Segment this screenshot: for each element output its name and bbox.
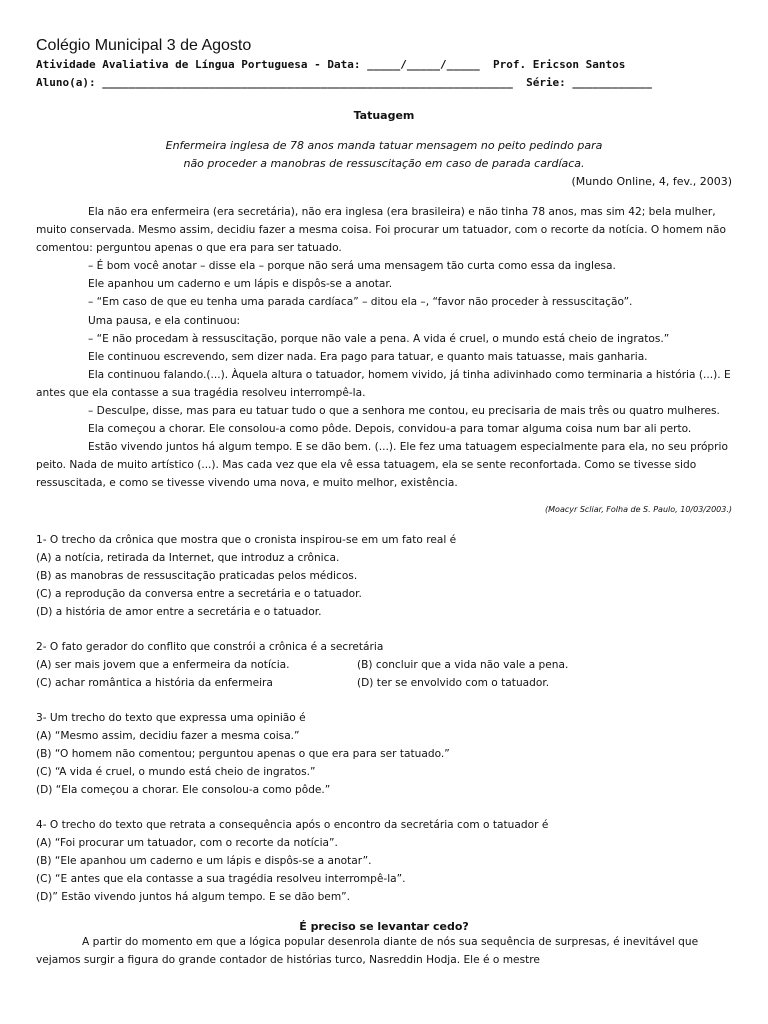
- question-stem: 4- O trecho do texto que retrata a consequência após o encontro da secretária com o tatuador é: [36, 818, 549, 831]
- options-row: [36, 674, 732, 692]
- question-1: [36, 531, 732, 621]
- option-a: (A) ser mais jovem que a enfermeira da notícia.: [36, 658, 290, 671]
- exam-header-line: Atividade Avaliativa de Língua Portuguesa - Data: _____/_____/_____ Prof. Ericson Santos: [36, 58, 626, 71]
- option-b: (B) “Ele apanhou um caderno e um lápis e dispôs-se a anotar”.: [36, 854, 372, 867]
- option-d: (D) “Ela começou a chorar. Ele consolou-a como pôde.”: [36, 783, 331, 796]
- option-c: (C) a reprodução da conversa entre a secretária e o tatuador.: [36, 587, 362, 600]
- epigraph-source: (Mundo Online, 4, fev., 2003): [571, 175, 732, 188]
- question-stem: 3- Um trecho do texto que expressa uma opinião é: [36, 711, 306, 724]
- paragraph: Ele continuou escrevendo, sem dizer nada. Era pago para tatuar, e quanto mais tatuasse, mais ganharia.: [88, 350, 648, 363]
- paragraph: Estão vivendo juntos há algum tempo. E se dão bem. (...). Ele fez uma tatuagem especialmente para ela, no seu próprio peito. Nada de muito artístico (...). Mas cada vez que ela vê essa tatuagem, ela se sente reconfortada. Como se tivesse sido ressuscitada, e como se tivesse vivendo uma nova, e muito melhor, existência.: [36, 441, 728, 490]
- school-name: Colégio Municipal 3 de Agosto: [36, 37, 252, 54]
- paragraph: – Desculpe, disse, mas para eu tatuar tudo o que a senhora me contou, eu precisaria de mais três ou quatro mulheres.: [88, 405, 720, 418]
- option-d: (D) a história de amor entre a secretária e o tatuador.: [36, 605, 322, 618]
- question-stem: 2- O fato gerador do conflito que constrói a crônica é a secretária: [36, 640, 384, 653]
- question-4: [36, 816, 732, 906]
- paragraph: Uma pausa, e ela continuou:: [88, 314, 241, 327]
- paragraph: – “Em caso de que eu tenha uma parada cardíaca” – ditou ela –, “favor não proceder à ressuscitação”.: [88, 296, 633, 309]
- option-d: (D) ter se envolvido com o tatuador.: [357, 676, 550, 689]
- paragraph: – É bom você anotar – disse ela – porque não será uma mensagem tão curta como essa da inglesa.: [88, 260, 616, 273]
- question-3: [36, 709, 732, 799]
- option-c: (C) achar romântica a história da enfermeira: [36, 676, 273, 689]
- question-stem: 1- O trecho da crônica que mostra que o cronista inspirou-se em um fato real é: [36, 533, 457, 546]
- student-name-line: Aluno(a): ______________________________________________________________ Série: ____________: [36, 76, 652, 89]
- author-credit: (Moacyr Scliar, Folha de S. Paulo, 10/03/2003.): [545, 504, 732, 514]
- chronicle-text: [36, 203, 732, 493]
- question-2: [36, 638, 732, 692]
- option-c: (C) “A vida é cruel, o mundo está cheio de ingratos.”: [36, 765, 316, 778]
- paragraph: Ele apanhou um caderno e um lápis e dispôs-se a anotar.: [88, 278, 393, 291]
- epigraph-line-1: Enfermeira inglesa de 78 anos manda tatuar mensagem no peito pedindo para: [165, 139, 603, 152]
- paragraph: Ela continuou falando.(...). Àquela altura o tatuador, homem vivido, já tinha adivinhado como terminaria a história (...). E antes que ela contasse a sua tragédia resolveu interrompê-la.: [36, 368, 731, 399]
- option-b: (B) as manobras de ressuscitação praticadas pelos médicos.: [36, 569, 358, 582]
- option-a: (A) “Mesmo assim, decidiu fazer a mesma coisa.”: [36, 729, 300, 742]
- option-a: (A) a notícia, retirada da Internet, que introduz a crônica.: [36, 551, 340, 564]
- option-b: (B) concluir que a vida não vale a pena.: [357, 658, 569, 671]
- paragraph: Ela começou a chorar. Ele consolou-a como pôde. Depois, convidou-a para tomar alguma coisa num bar ali perto.: [88, 423, 692, 436]
- option-c: (C) “E antes que ela contasse a sua tragédia resolveu interrompê-la”.: [36, 872, 406, 885]
- epigraph: [36, 137, 732, 173]
- text-title: Tatuagem: [353, 109, 415, 122]
- section-2-title: É preciso se levantar cedo?: [299, 919, 469, 933]
- paragraph: A partir do momento em que a lógica popular desenrola diante de nós sua sequência de surpresas, é inevitável que vejamos surgir a figura do grande contador de histórias turco, Nasreddin Hodja. Ele é o mestre: [36, 935, 699, 966]
- paragraph: – “E não procedam à ressuscitação, porque não vale a pena. A vida é cruel, o mundo está cheio de ingratos.”: [88, 332, 670, 345]
- option-d: (D)” Estão vivendo juntos há algum tempo. E se dão bem”.: [36, 890, 350, 903]
- section-2-text: [36, 933, 732, 969]
- option-a: (A) “Foi procurar um tatuador, com o recorte da notícia”.: [36, 836, 338, 849]
- options-row: [36, 656, 732, 674]
- epigraph-line-2: não proceder a manobras de ressuscitação em caso de parada cardíaca.: [183, 157, 585, 170]
- exam-page: [36, 36, 732, 969]
- option-b: (B) “O homem não comentou; perguntou apenas o que era para ser tatuado.”: [36, 747, 450, 760]
- paragraph: Ela não era enfermeira (era secretária), não era inglesa (era brasileira) e não tinha 78 anos, mas sim 42; bela mulher, muito conservada. Mesmo assim, decidiu fazer a mesma coisa. Foi procurar um tatuador, com o recorte da notícia. O homem não comentou: perguntou apenas o que era para ser tatuado.: [36, 206, 726, 255]
